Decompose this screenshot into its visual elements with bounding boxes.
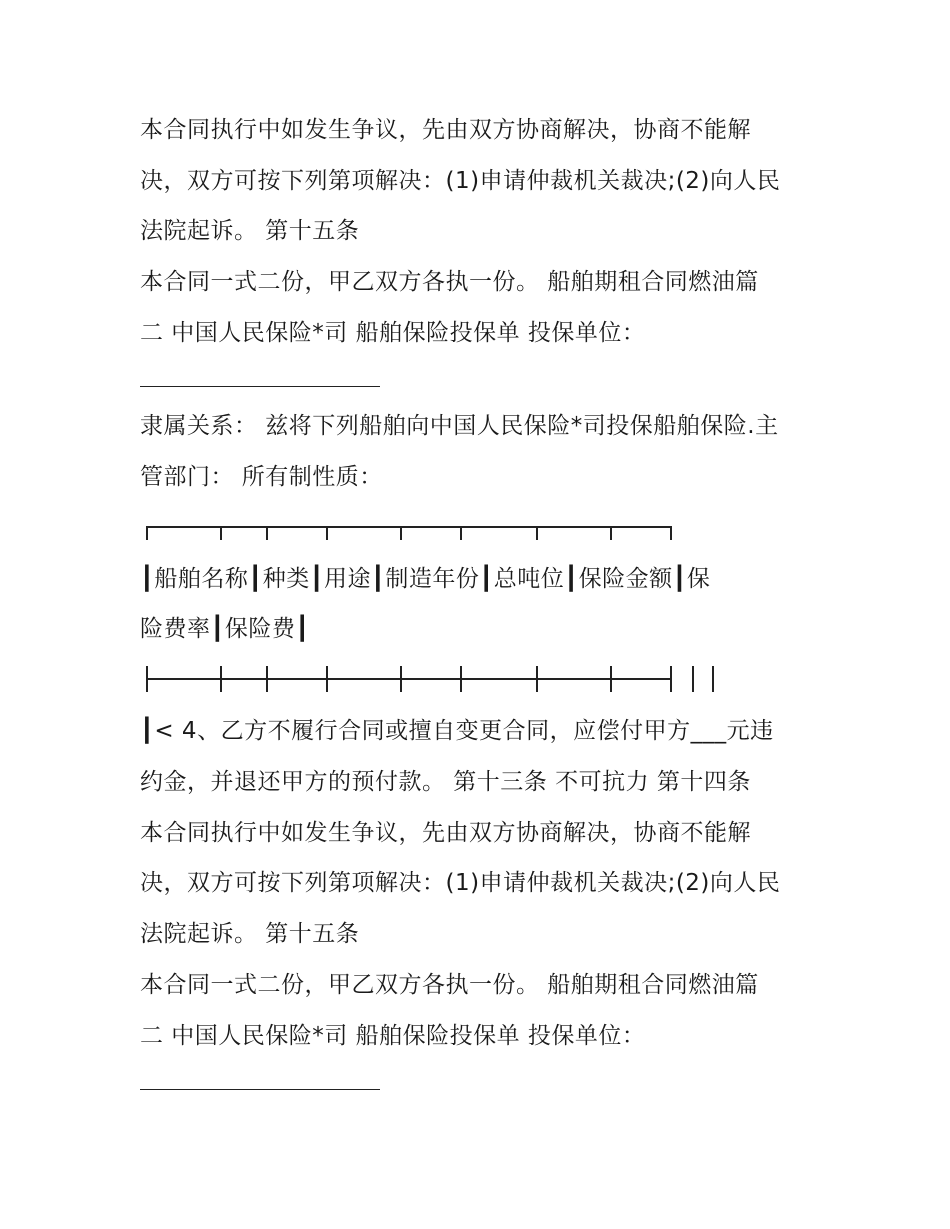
blank-underline xyxy=(140,386,380,387)
paragraph-line: 二 中国人民保险*司 船舶保险投保单 投保单位： xyxy=(140,1023,646,1049)
paragraph-line: 隶属关系： 兹将下列船舶向中国人民保险*司投保船舶保险.主 xyxy=(140,413,779,439)
table-header-row: ┃船舶名称┃种类┃用途┃制造年份┃总吨位┃保险金额┃保 xyxy=(140,566,711,592)
paragraph-line: 本合同一式二份，甲乙双方各执一份。 船舶期租合同燃油篇 xyxy=(140,972,759,998)
paragraph-line: 约金，并退还甲方的预付款。 第十三条 不可抗力 第十四条 xyxy=(140,769,751,795)
paragraph-line: 本合同执行中如发生争议，先由双方协商解决，协商不能解 xyxy=(140,117,751,143)
paragraph-line: 本合同执行中如发生争议，先由双方协商解决，协商不能解 xyxy=(140,820,751,846)
blank-underline xyxy=(140,1089,380,1090)
paragraph-line: 二 中国人民保险*司 船舶保险投保单 投保单位： xyxy=(140,320,646,346)
paragraph-line: 本合同一式二份，甲乙双方各执一份。 船舶期租合同燃油篇 xyxy=(140,269,759,295)
table-header-row: 险费率┃保险费┃ xyxy=(140,616,310,642)
paragraph-line: 法院起诉。 第十五条 xyxy=(140,921,360,947)
paragraph-line: 决，双方可按下列第项解决：(1)申请仲裁机关裁决;(2)向人民 xyxy=(140,870,781,896)
paragraph-line: 法院起诉。 第十五条 xyxy=(140,218,360,244)
paragraph-line: 管部门： 所有制性质： xyxy=(140,464,383,490)
paragraph-line: ┃< 4、乙方不履行合同或擅自变更合同，应偿付甲方___元违 xyxy=(140,718,774,744)
paragraph-line: 决，双方可按下列第项解决：(1)申请仲裁机关裁决;(2)向人民 xyxy=(140,168,781,194)
